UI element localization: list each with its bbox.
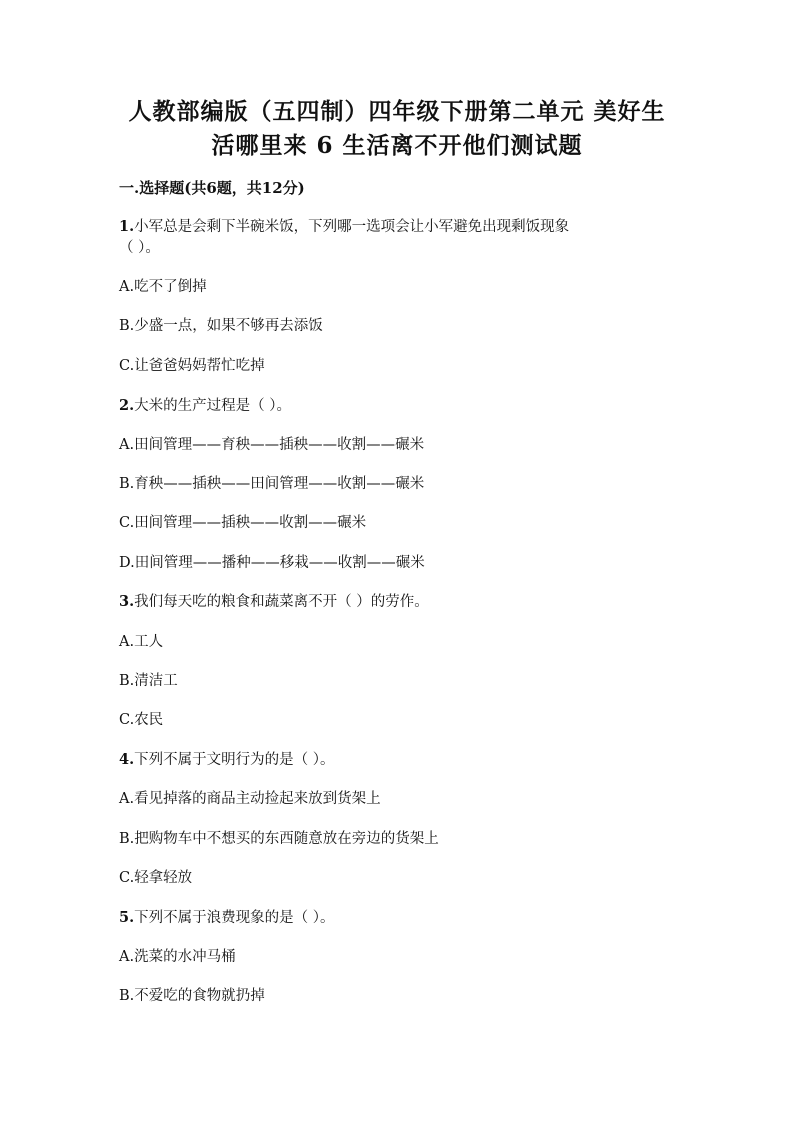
option-2c [119,513,366,533]
option-key: B. [119,318,135,334]
option-2d [119,553,425,573]
option-text: 育秧——插秧——田间管理——收割——碾米 [134,476,425,492]
option-text: 田间管理——插秧——收割——碾米 [134,515,367,531]
option-text: 农民 [134,712,164,728]
option-text: 田间管理——播种——移栽——收割——碾米 [134,555,425,571]
option-key: A. [119,279,135,295]
option-text: 让爸爸妈妈帮忙吃掉 [134,358,265,374]
option-4a [119,789,381,809]
option-text: 看见掉落的商品主动捡起来放到货架上 [134,791,381,807]
option-text: 不爱吃的食物就扔掉 [134,988,265,1004]
option-key: A. [119,949,135,965]
option-key: C. [119,515,135,531]
question-text: 我们每天吃的粮食和蔬菜离不开（ ）的劳作。 [134,594,429,610]
option-text: 把购物车中不想买的东西随意放在旁边的货架上 [134,831,439,847]
option-key: A. [119,634,135,650]
question-number: 5. [119,909,135,926]
option-5b [119,986,265,1006]
option-text: 吃不了倒掉 [134,279,207,295]
option-text: 田间管理——育秧——插秧——收割——碾米 [134,437,425,453]
option-3c [119,710,163,730]
document-title-line-1: 人教部编版（五四制）四年级下册第二单元 美好生 [128,98,666,125]
option-2b [119,474,424,494]
question-5-stem [119,908,335,928]
option-3b [119,671,178,691]
question-text: 下列不属于文明行为的是（ ）。 [134,752,335,768]
option-key: A. [119,437,135,453]
option-key: C. [119,712,135,728]
option-key: C. [119,870,135,886]
document-title-line-2: 活哪里来 6 生活离不开他们测试题 [211,132,583,159]
question-1-stem-cont: （ ）。 [119,240,160,256]
option-4c [119,868,192,888]
option-1a [119,277,207,297]
question-text: 下列不属于浪费现象的是（ ）。 [134,910,335,926]
option-key: B. [119,831,135,847]
option-text: 轻拿轻放 [134,870,193,886]
option-text: 工人 [134,634,164,650]
question-number: 4. [119,751,135,768]
option-4b [119,829,439,849]
section-heading: 一.选择题(共6题，共12分) [119,179,305,197]
option-key: B. [119,476,135,492]
question-text: 小军总是会剩下半碗米饭，下列哪一选项会让小军避免出现剩饭现象 [134,219,570,235]
option-1b [119,316,323,336]
question-number: 1. [119,218,135,235]
question-text: 大米的生产过程是（ ）。 [134,398,291,414]
question-number: 2. [119,397,135,414]
option-key: D. [119,555,135,571]
option-key: B. [119,673,135,689]
option-1c [119,356,265,376]
option-5a [119,947,236,967]
question-1-stem [119,217,569,237]
option-text: 少盛一点，如果不够再去添饭 [134,318,323,334]
question-number: 3. [119,593,135,610]
question-2-stem [119,396,291,416]
option-key: A. [119,791,135,807]
option-2a [119,435,424,455]
option-key: B. [119,988,135,1004]
option-key: C. [119,358,135,374]
question-4-stem [119,750,335,770]
option-3a [119,632,163,652]
option-text: 清洁工 [134,673,178,689]
option-text: 洗菜的水冲马桶 [134,949,236,965]
question-3-stem [119,592,429,612]
